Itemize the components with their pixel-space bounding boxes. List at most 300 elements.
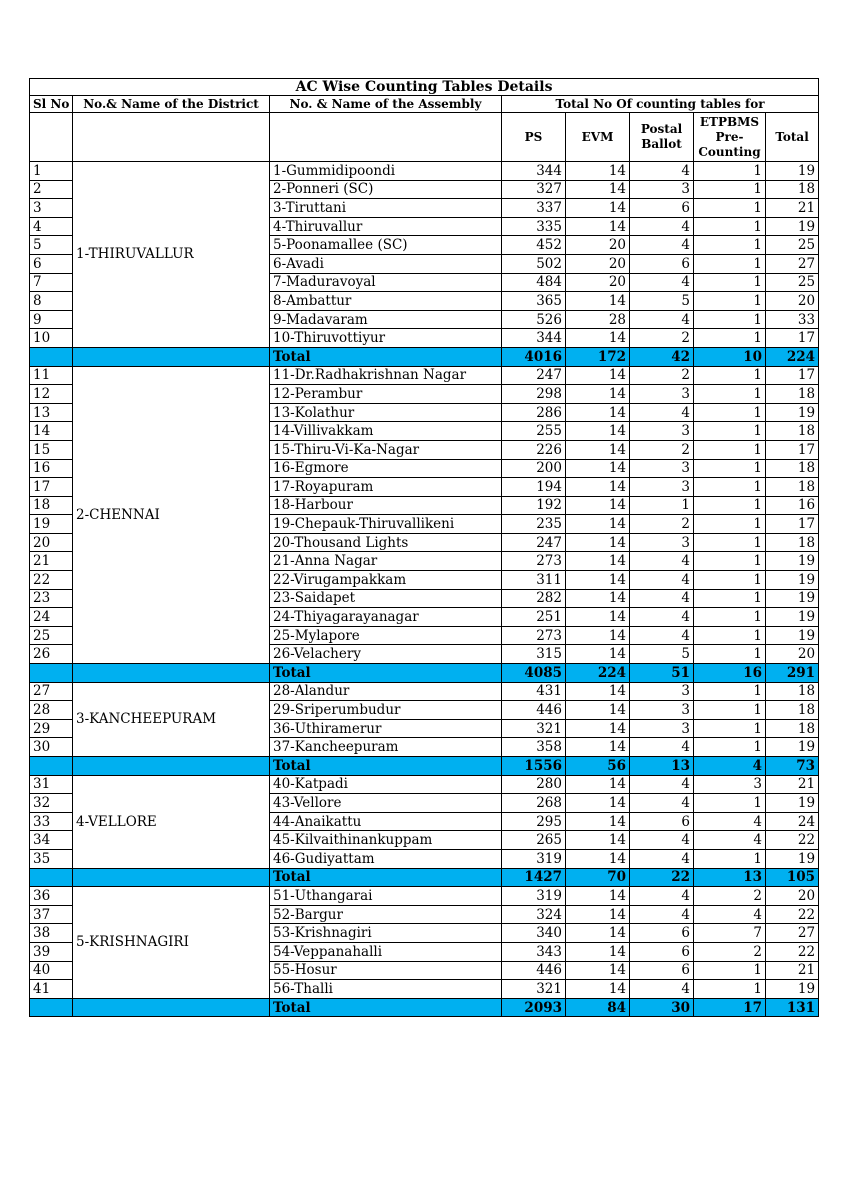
sl-no-cell: 30 <box>30 738 73 757</box>
assembly-cell: 4-Thiruvallur <box>270 217 502 236</box>
sl-no-cell: 38 <box>30 924 73 943</box>
evm-cell: 14 <box>566 794 630 813</box>
evm-cell: 14 <box>566 199 630 218</box>
sl-no-cell: 28 <box>30 701 73 720</box>
etpbms-cell: 1 <box>694 385 766 404</box>
sl-no-cell: 41 <box>30 980 73 999</box>
total-cell: 21 <box>766 199 819 218</box>
sl-no-cell: 34 <box>30 831 73 850</box>
total-total: 291 <box>766 664 819 683</box>
subheader-row <box>30 113 819 162</box>
assembly-cell: 43-Vellore <box>270 794 502 813</box>
postal-ballot-cell: 6 <box>630 942 694 961</box>
assembly-cell: 54-Veppanahalli <box>270 942 502 961</box>
total-ps: 1427 <box>502 868 566 887</box>
ps-cell: 268 <box>502 794 566 813</box>
header-district: No.& Name of the District <box>73 96 270 113</box>
total-cell: 19 <box>766 589 819 608</box>
total-total: 131 <box>766 998 819 1017</box>
postal-ballot-cell: 4 <box>630 775 694 794</box>
sheet-body <box>30 79 819 1017</box>
evm-cell: 14 <box>566 292 630 311</box>
total-cell: 18 <box>766 459 819 478</box>
postal-ballot-cell: 3 <box>630 533 694 552</box>
evm-cell: 14 <box>566 719 630 738</box>
district-cell: 2-CHENNAI <box>73 366 270 664</box>
evm-cell: 14 <box>566 571 630 590</box>
evm-cell: 14 <box>566 422 630 441</box>
assembly-cell: 9-Madavaram <box>270 310 502 329</box>
postal-ballot-cell: 4 <box>630 738 694 757</box>
sl-no-cell: 1 <box>30 162 73 181</box>
etpbms-cell: 7 <box>694 924 766 943</box>
total-cell: 19 <box>766 571 819 590</box>
assembly-cell: 23-Saidapet <box>270 589 502 608</box>
ps-cell: 344 <box>502 329 566 348</box>
total-cell: 20 <box>766 292 819 311</box>
total-postal-ballot: 51 <box>630 664 694 683</box>
sl-no-cell: 5 <box>30 236 73 255</box>
etpbms-cell: 1 <box>694 738 766 757</box>
postal-ballot-cell: 3 <box>630 385 694 404</box>
total-cell: 25 <box>766 236 819 255</box>
total-cell: 33 <box>766 310 819 329</box>
postal-ballot-cell: 4 <box>630 608 694 627</box>
total-cell: 27 <box>766 254 819 273</box>
ps-cell: 431 <box>502 682 566 701</box>
total-blank-cell <box>73 757 270 776</box>
assembly-cell: 22-Virugampakkam <box>270 571 502 590</box>
ps-cell: 358 <box>502 738 566 757</box>
header-group: Total No Of counting tables for <box>502 96 819 113</box>
etpbms-cell: 1 <box>694 552 766 571</box>
header-evm: EVM <box>566 113 630 162</box>
total-cell: 18 <box>766 180 819 199</box>
evm-cell: 14 <box>566 162 630 181</box>
sl-no-cell: 16 <box>30 459 73 478</box>
etpbms-cell: 1 <box>694 459 766 478</box>
postal-ballot-cell: 6 <box>630 199 694 218</box>
etpbms-cell: 1 <box>694 366 766 385</box>
assembly-cell: 11-Dr.Radhakrishnan Nagar <box>270 366 502 385</box>
sl-no-cell: 15 <box>30 440 73 459</box>
evm-cell: 14 <box>566 887 630 906</box>
ps-cell: 200 <box>502 459 566 478</box>
evm-cell: 20 <box>566 254 630 273</box>
total-postal-ballot: 30 <box>630 998 694 1017</box>
etpbms-cell: 1 <box>694 849 766 868</box>
postal-ballot-cell: 4 <box>630 589 694 608</box>
total-blank-cell <box>30 757 73 776</box>
assembly-cell: 13-Kolathur <box>270 403 502 422</box>
table-row <box>30 162 819 181</box>
ps-cell: 337 <box>502 199 566 218</box>
ps-cell: 340 <box>502 924 566 943</box>
total-ps: 1556 <box>502 757 566 776</box>
etpbms-cell: 1 <box>694 701 766 720</box>
etpbms-cell: 1 <box>694 440 766 459</box>
etpbms-cell: 1 <box>694 496 766 515</box>
total-cell: 21 <box>766 961 819 980</box>
postal-ballot-cell: 3 <box>630 422 694 441</box>
postal-ballot-cell: 1 <box>630 496 694 515</box>
ps-cell: 446 <box>502 701 566 720</box>
etpbms-cell: 2 <box>694 942 766 961</box>
etpbms-cell: 1 <box>694 236 766 255</box>
assembly-cell: 37-Kancheepuram <box>270 738 502 757</box>
ps-cell: 280 <box>502 775 566 794</box>
ps-cell: 319 <box>502 887 566 906</box>
evm-cell: 14 <box>566 738 630 757</box>
etpbms-cell: 1 <box>694 794 766 813</box>
ps-cell: 526 <box>502 310 566 329</box>
ps-cell: 298 <box>502 385 566 404</box>
ps-cell: 315 <box>502 645 566 664</box>
sl-no-cell: 40 <box>30 961 73 980</box>
ps-cell: 321 <box>502 719 566 738</box>
sl-no-cell: 8 <box>30 292 73 311</box>
postal-ballot-cell: 4 <box>630 849 694 868</box>
total-cell: 18 <box>766 478 819 497</box>
total-cell: 19 <box>766 162 819 181</box>
sl-no-cell: 3 <box>30 199 73 218</box>
assembly-cell: 20-Thousand Lights <box>270 533 502 552</box>
assembly-cell: 17-Royapuram <box>270 478 502 497</box>
total-cell: 18 <box>766 682 819 701</box>
ps-cell: 273 <box>502 552 566 571</box>
sl-no-cell: 20 <box>30 533 73 552</box>
sl-no-cell: 4 <box>30 217 73 236</box>
ps-cell: 286 <box>502 403 566 422</box>
assembly-cell: 45-Kilvaithinankuppam <box>270 831 502 850</box>
ps-cell: 344 <box>502 162 566 181</box>
sl-no-cell: 29 <box>30 719 73 738</box>
etpbms-cell: 1 <box>694 571 766 590</box>
ps-cell: 247 <box>502 533 566 552</box>
evm-cell: 14 <box>566 682 630 701</box>
sl-no-cell: 6 <box>30 254 73 273</box>
ps-cell: 335 <box>502 217 566 236</box>
ps-cell: 502 <box>502 254 566 273</box>
etpbms-cell: 4 <box>694 905 766 924</box>
header-ps: PS <box>502 113 566 162</box>
total-blank-cell <box>73 998 270 1017</box>
evm-cell: 14 <box>566 645 630 664</box>
evm-cell: 14 <box>566 329 630 348</box>
postal-ballot-cell: 4 <box>630 626 694 645</box>
postal-ballot-cell: 5 <box>630 292 694 311</box>
ps-cell: 324 <box>502 905 566 924</box>
evm-cell: 14 <box>566 459 630 478</box>
evm-cell: 14 <box>566 180 630 199</box>
total-cell: 18 <box>766 422 819 441</box>
postal-ballot-cell: 3 <box>630 682 694 701</box>
postal-ballot-cell: 2 <box>630 515 694 534</box>
ps-cell: 452 <box>502 236 566 255</box>
assembly-cell: 6-Avadi <box>270 254 502 273</box>
assembly-cell: 51-Uthangarai <box>270 887 502 906</box>
etpbms-cell: 1 <box>694 254 766 273</box>
sl-no-cell: 25 <box>30 626 73 645</box>
etpbms-cell: 1 <box>694 608 766 627</box>
total-cell: 22 <box>766 905 819 924</box>
total-cell: 19 <box>766 403 819 422</box>
header-assembly: No. & Name of the Assembly <box>270 96 502 113</box>
total-ps: 4016 <box>502 347 566 366</box>
postal-ballot-cell: 6 <box>630 812 694 831</box>
postal-ballot-cell: 4 <box>630 310 694 329</box>
evm-cell: 14 <box>566 533 630 552</box>
subheader-blank-3 <box>270 113 502 162</box>
etpbms-cell: 1 <box>694 329 766 348</box>
sl-no-cell: 2 <box>30 180 73 199</box>
total-label: Total <box>270 664 502 683</box>
sl-no-cell: 19 <box>30 515 73 534</box>
assembly-cell: 46-Gudiyattam <box>270 849 502 868</box>
district-cell: 4-VELLORE <box>73 775 270 868</box>
table-title: AC Wise Counting Tables Details <box>30 79 819 96</box>
etpbms-cell: 1 <box>694 403 766 422</box>
ps-cell: 235 <box>502 515 566 534</box>
evm-cell: 14 <box>566 496 630 515</box>
evm-cell: 14 <box>566 608 630 627</box>
total-etpbms: 13 <box>694 868 766 887</box>
sl-no-cell: 7 <box>30 273 73 292</box>
ps-cell: 265 <box>502 831 566 850</box>
district-cell: 1-THIRUVALLUR <box>73 162 270 348</box>
evm-cell: 20 <box>566 273 630 292</box>
ps-cell: 327 <box>502 180 566 199</box>
ps-cell: 295 <box>502 812 566 831</box>
subheader-blank-1 <box>30 113 73 162</box>
assembly-cell: 55-Hosur <box>270 961 502 980</box>
ps-cell: 194 <box>502 478 566 497</box>
total-label: Total <box>270 868 502 887</box>
subheader-blank-2 <box>73 113 270 162</box>
assembly-cell: 21-Anna Nagar <box>270 552 502 571</box>
assembly-cell: 18-Harbour <box>270 496 502 515</box>
total-cell: 20 <box>766 645 819 664</box>
evm-cell: 14 <box>566 515 630 534</box>
etpbms-cell: 1 <box>694 273 766 292</box>
etpbms-cell: 1 <box>694 292 766 311</box>
sl-no-cell: 17 <box>30 478 73 497</box>
assembly-cell: 28-Alandur <box>270 682 502 701</box>
sl-no-cell: 11 <box>30 366 73 385</box>
total-label: Total <box>270 998 502 1017</box>
assembly-cell: 36-Uthiramerur <box>270 719 502 738</box>
sl-no-cell: 31 <box>30 775 73 794</box>
etpbms-cell: 1 <box>694 645 766 664</box>
district-total-row <box>30 868 819 887</box>
evm-cell: 14 <box>566 775 630 794</box>
evm-cell: 28 <box>566 310 630 329</box>
evm-cell: 14 <box>566 552 630 571</box>
assembly-cell: 5-Poonamallee (SC) <box>270 236 502 255</box>
evm-cell: 14 <box>566 478 630 497</box>
total-cell: 20 <box>766 887 819 906</box>
postal-ballot-cell: 2 <box>630 366 694 385</box>
total-label: Total <box>270 347 502 366</box>
total-cell: 17 <box>766 329 819 348</box>
total-cell: 19 <box>766 626 819 645</box>
total-cell: 21 <box>766 775 819 794</box>
total-cell: 19 <box>766 552 819 571</box>
total-ps: 2093 <box>502 998 566 1017</box>
etpbms-cell: 2 <box>694 887 766 906</box>
assembly-cell: 14-Villivakkam <box>270 422 502 441</box>
total-evm: 172 <box>566 347 630 366</box>
ps-cell: 255 <box>502 422 566 441</box>
ps-cell: 192 <box>502 496 566 515</box>
assembly-cell: 24-Thiyagarayanagar <box>270 608 502 627</box>
postal-ballot-cell: 3 <box>630 719 694 738</box>
evm-cell: 14 <box>566 942 630 961</box>
evm-cell: 14 <box>566 589 630 608</box>
etpbms-cell: 1 <box>694 682 766 701</box>
etpbms-cell: 1 <box>694 422 766 441</box>
total-blank-cell <box>73 868 270 887</box>
total-cell: 18 <box>766 533 819 552</box>
sl-no-cell: 10 <box>30 329 73 348</box>
total-blank-cell <box>73 664 270 683</box>
etpbms-cell: 1 <box>694 162 766 181</box>
evm-cell: 14 <box>566 217 630 236</box>
table-row <box>30 887 819 906</box>
sl-no-cell: 12 <box>30 385 73 404</box>
ps-cell: 365 <box>502 292 566 311</box>
ps-cell: 484 <box>502 273 566 292</box>
header-row <box>30 96 819 113</box>
evm-cell: 14 <box>566 849 630 868</box>
sl-no-cell: 14 <box>30 422 73 441</box>
sl-no-cell: 18 <box>30 496 73 515</box>
postal-ballot-cell: 4 <box>630 217 694 236</box>
sl-no-cell: 26 <box>30 645 73 664</box>
postal-ballot-cell: 4 <box>630 552 694 571</box>
total-evm: 70 <box>566 868 630 887</box>
total-postal-ballot: 42 <box>630 347 694 366</box>
assembly-cell: 8-Ambattur <box>270 292 502 311</box>
etpbms-cell: 1 <box>694 589 766 608</box>
evm-cell: 14 <box>566 924 630 943</box>
postal-ballot-cell: 4 <box>630 236 694 255</box>
total-cell: 17 <box>766 366 819 385</box>
total-cell: 22 <box>766 831 819 850</box>
sl-no-cell: 24 <box>30 608 73 627</box>
assembly-cell: 56-Thalli <box>270 980 502 999</box>
postal-ballot-cell: 4 <box>630 571 694 590</box>
total-cell: 19 <box>766 217 819 236</box>
total-cell: 18 <box>766 719 819 738</box>
total-blank-cell <box>30 664 73 683</box>
etpbms-cell: 1 <box>694 199 766 218</box>
assembly-cell: 12-Perambur <box>270 385 502 404</box>
evm-cell: 14 <box>566 385 630 404</box>
total-cell: 17 <box>766 515 819 534</box>
postal-ballot-cell: 4 <box>630 273 694 292</box>
etpbms-cell: 1 <box>694 719 766 738</box>
assembly-cell: 2-Ponneri (SC) <box>270 180 502 199</box>
etpbms-cell: 4 <box>694 812 766 831</box>
assembly-cell: 52-Bargur <box>270 905 502 924</box>
postal-ballot-cell: 2 <box>630 440 694 459</box>
total-evm: 224 <box>566 664 630 683</box>
district-total-row <box>30 664 819 683</box>
postal-ballot-cell: 5 <box>630 645 694 664</box>
sl-no-cell: 23 <box>30 589 73 608</box>
assembly-cell: 3-Tiruttani <box>270 199 502 218</box>
assembly-cell: 44-Anaikattu <box>270 812 502 831</box>
sl-no-cell: 13 <box>30 403 73 422</box>
sl-no-cell: 27 <box>30 682 73 701</box>
sl-no-cell: 39 <box>30 942 73 961</box>
ps-cell: 251 <box>502 608 566 627</box>
total-etpbms: 4 <box>694 757 766 776</box>
postal-ballot-cell: 3 <box>630 459 694 478</box>
total-total: 105 <box>766 868 819 887</box>
total-evm: 56 <box>566 757 630 776</box>
sl-no-cell: 35 <box>30 849 73 868</box>
etpbms-cell: 3 <box>694 775 766 794</box>
etpbms-cell: 1 <box>694 515 766 534</box>
postal-ballot-cell: 4 <box>630 980 694 999</box>
evm-cell: 14 <box>566 701 630 720</box>
etpbms-cell: 1 <box>694 533 766 552</box>
ps-cell: 446 <box>502 961 566 980</box>
etpbms-cell: 1 <box>694 180 766 199</box>
postal-ballot-cell: 4 <box>630 831 694 850</box>
total-blank-cell <box>30 347 73 366</box>
district-total-row <box>30 998 819 1017</box>
total-blank-cell <box>73 347 270 366</box>
ps-cell: 311 <box>502 571 566 590</box>
counting-tables-sheet <box>29 78 819 1017</box>
header-etpbms: ETPBMS Pre-Counting <box>694 113 766 162</box>
etpbms-cell: 1 <box>694 478 766 497</box>
sl-no-cell: 22 <box>30 571 73 590</box>
sl-no-cell: 32 <box>30 794 73 813</box>
sl-no-cell: 33 <box>30 812 73 831</box>
total-cell: 16 <box>766 496 819 515</box>
total-cell: 19 <box>766 849 819 868</box>
postal-ballot-cell: 6 <box>630 961 694 980</box>
total-cell: 24 <box>766 812 819 831</box>
postal-ballot-cell: 2 <box>630 329 694 348</box>
sl-no-cell: 36 <box>30 887 73 906</box>
ps-cell: 343 <box>502 942 566 961</box>
assembly-cell: 15-Thiru-Vi-Ka-Nagar <box>270 440 502 459</box>
total-cell: 22 <box>766 942 819 961</box>
evm-cell: 14 <box>566 440 630 459</box>
total-postal-ballot: 22 <box>630 868 694 887</box>
total-label: Total <box>270 757 502 776</box>
total-blank-cell <box>30 998 73 1017</box>
evm-cell: 14 <box>566 626 630 645</box>
table-row <box>30 775 819 794</box>
etpbms-cell: 1 <box>694 626 766 645</box>
evm-cell: 14 <box>566 403 630 422</box>
total-cell: 18 <box>766 385 819 404</box>
sl-no-cell: 9 <box>30 310 73 329</box>
table-row <box>30 682 819 701</box>
evm-cell: 14 <box>566 366 630 385</box>
assembly-cell: 40-Katpadi <box>270 775 502 794</box>
total-etpbms: 16 <box>694 664 766 683</box>
total-cell: 27 <box>766 924 819 943</box>
assembly-cell: 1-Gummidipoondi <box>270 162 502 181</box>
assembly-cell: 26-Velachery <box>270 645 502 664</box>
